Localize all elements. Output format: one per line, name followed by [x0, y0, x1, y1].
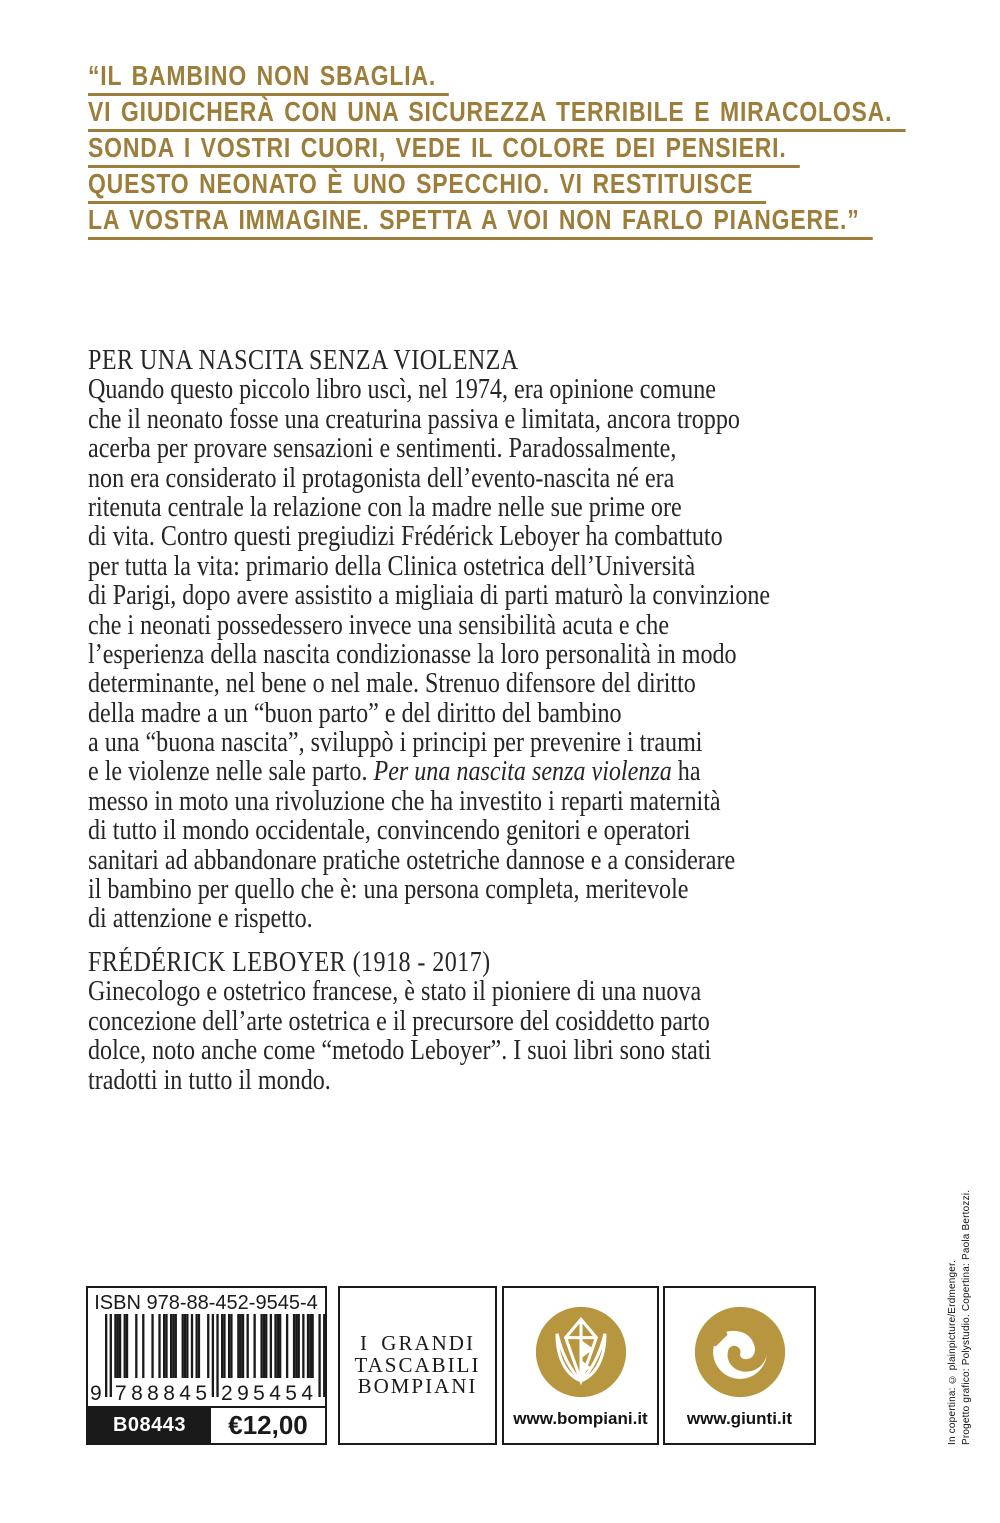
synopsis-line: l’esperienza della nascita condizionasse la loro personalità in modo [88, 638, 737, 670]
quote-line-text: VI GIUDICHERÀ CON UNA SICUREZZA TERRIBILE E MIRACOLOSA. [88, 98, 905, 132]
barcode-digit-first: 9 [90, 1382, 102, 1405]
isbn-label: ISBN 978-88-452-9545-4 [94, 1292, 318, 1314]
synopsis-line: di Parigi, dopo avere assistito a migliaia di parti maturò la convinzione [88, 580, 771, 612]
synopsis-line: il bambino per quello che è: una persona completa, meritevole [88, 874, 689, 906]
quote-block [88, 62, 905, 242]
barcode-digit-group1: 788845 [115, 1382, 207, 1405]
bompiani-flower-icon [533, 1304, 629, 1400]
design-credit-line: Progetto grafico: Polystudio. Copertina: Paola Bertozzi. [961, 1189, 972, 1445]
bio-line: Ginecologo e ostetrico francese, è stato il pioniere di una nuova [88, 976, 702, 1008]
bio-line: tradotti in tutto il mondo. [88, 1064, 331, 1096]
price: €12,00 [228, 1410, 308, 1440]
price-row [88, 1406, 325, 1443]
product-code: B08443 [88, 1408, 211, 1443]
author-name-heading: FRÉDÉRICK LEBOYER (1918 - 2017) [88, 947, 491, 978]
giunti-g-icon [692, 1304, 788, 1400]
bio-line: dolce, noto anche come “metodo Leboyer”. I suoi libri sono stati [88, 1035, 712, 1067]
synopsis-line: sanitari ad abbandonare pratiche ostetriche dannose e a considerare [88, 844, 736, 876]
barcode-area [88, 1288, 325, 1406]
series-name-line: TASCABILI [354, 1352, 481, 1377]
synopsis-line: messo in moto una rivoluzione che ha investito i reparti maternità [88, 785, 721, 817]
synopsis-line: di vita. Contro questi pregiudizi Frédérick Leboyer ha combattuto [88, 521, 723, 553]
synopsis-block [88, 346, 770, 934]
synopsis-line: di tutto il mondo occidentale, convincendo genitori e operatori [88, 815, 691, 847]
synopsis-line: Quando questo piccolo libro uscì, nel 1974, era opinione comune [88, 374, 716, 406]
bio-line: concezione dell’arte ostetrica e il precursore del cosiddetto parto [88, 1005, 710, 1037]
synopsis-line-with-book-title [88, 757, 770, 786]
synopsis-text-pre: e le violenze nelle sale parto. [88, 756, 374, 788]
series-name-line: BOMPIANI [357, 1374, 478, 1399]
book-title-italic: Per una nascita senza violenza [373, 756, 672, 788]
giunti-panel [663, 1286, 816, 1445]
cover-credit-line: In copertina: © plainpicture/Erdmenger. [947, 1259, 958, 1445]
barcode-panel [86, 1286, 327, 1445]
quote-line [88, 62, 905, 98]
quote-line [88, 206, 905, 242]
series-name-line: I GRANDI [360, 1331, 475, 1356]
bompiani-panel [502, 1286, 659, 1445]
synopsis-line: ritenuta centrale la relazione con la madre nelle sue prime ore [88, 491, 682, 523]
synopsis-line: non era considerato il protagonista dell’evento-nascita né era [88, 462, 675, 494]
quote-line-text: LA VOSTRA IMMAGINE. SPETTA A VOI NON FARLO PIANGERE.” [88, 206, 873, 240]
synopsis-line: per tutta la vita: primario della Clinica ostetrica dell’Università [88, 550, 696, 582]
synopsis-line: determinante, nel bene o nel male. Strenuo difensore del diritto [88, 668, 696, 700]
synopsis-line: di attenzione e rispetto. [88, 903, 313, 935]
author-bio-block [88, 948, 711, 1095]
quote-line-text: SONDA I VOSTRI CUORI, VEDE IL COLORE DEI PENSIERI. [88, 134, 800, 168]
barcode-digit-group2: 295454 [221, 1382, 313, 1405]
quote-line [88, 170, 905, 206]
series-panel [338, 1286, 497, 1445]
quote-line [88, 134, 905, 170]
synopsis-line: della madre a un “buon parto” e del diritto del bambino [88, 697, 622, 729]
quote-line [88, 98, 905, 134]
giunti-url: www.giunti.it [686, 1409, 793, 1428]
ean-barcode [88, 1288, 325, 1406]
synopsis-text-post: ha [671, 756, 701, 788]
quote-line-text: “IL BAMBINO NON SBAGLIA. [88, 62, 449, 96]
quote-line-text: QUESTO NEONATO È UNO SPECCHIO. VI RESTITUISCE [88, 170, 766, 204]
synopsis-line: che il neonato fosse una creaturina passiva e limitata, ancora troppo [88, 403, 740, 435]
bompiani-url: www.bompiani.it [513, 1409, 648, 1428]
synopsis-line: acerba per provare sensazioni e sentimenti. Paradossalmente, [88, 433, 677, 465]
credits-vertical [946, 1180, 974, 1445]
synopsis-line: a una “buona nascita”, sviluppò i principi per prevenire i traumi [88, 727, 703, 759]
synopsis-line: che i neonati possedessero invece una sensibilità acuta e che [88, 609, 670, 641]
synopsis-heading: PER UNA NASCITA SENZA VIOLENZA [88, 345, 519, 376]
